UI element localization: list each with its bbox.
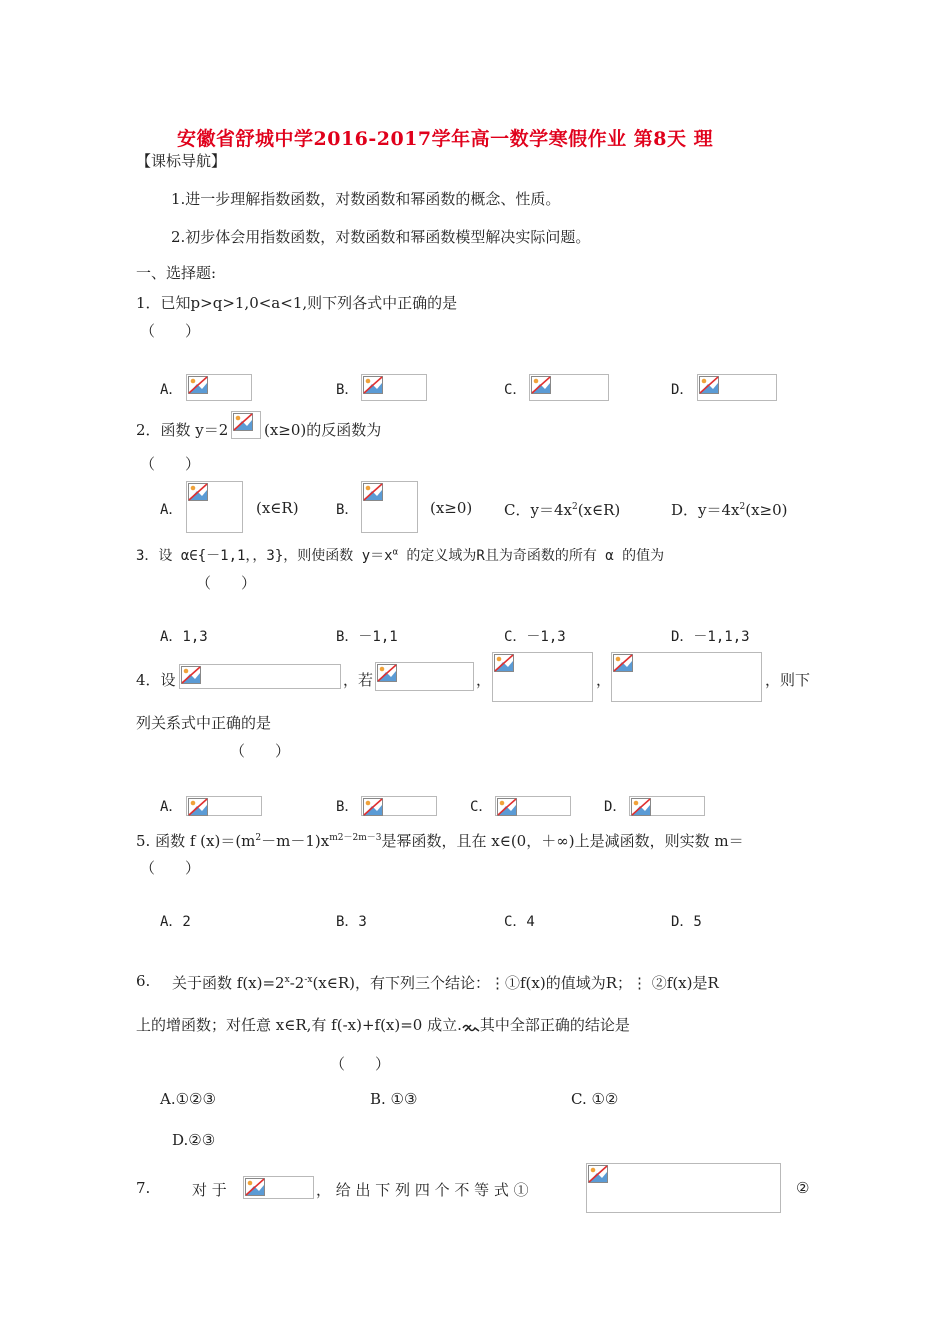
- q4-bracket: （ ）: [230, 742, 291, 760]
- q1-d-image: [697, 374, 777, 401]
- broken-image-icon: [588, 1165, 608, 1183]
- q1-a-image: [186, 374, 252, 401]
- q5-option-c: C．4: [504, 914, 535, 930]
- q4-stem-if: ，若: [343, 671, 374, 689]
- q5-option-a: A．2: [160, 914, 191, 930]
- broken-image-icon: [233, 413, 253, 431]
- q6-option-b: B. ①③: [370, 1090, 418, 1108]
- q4-stem-tail: ，则下: [765, 671, 811, 689]
- broken-image-icon: [245, 1178, 265, 1196]
- q5-option-d: D．5: [671, 914, 702, 930]
- broken-image-icon: [699, 376, 719, 394]
- broken-image-icon: [181, 666, 201, 684]
- broken-image-icon: [363, 483, 383, 501]
- q3-option-d: D．－1,1,3: [671, 629, 750, 645]
- broken-image-icon: [363, 376, 383, 394]
- q4-cond-2-image: [492, 652, 593, 702]
- q3-bracket: （ ）: [196, 574, 257, 592]
- broken-image-icon: [613, 654, 633, 672]
- q4-b-image: [361, 796, 437, 816]
- q4-option-c: C．: [470, 799, 493, 815]
- broken-image-icon: [188, 376, 208, 394]
- q6-stem: 关于函数 $f(x)=2^x-2^{-x}(x\in R)$，有下列三个结论：⋮①f(x)的值域为R；⋮ ②f(x)是R: [172, 974, 719, 992]
- q5-bracket: （ ）: [140, 859, 201, 877]
- q4-option-b: B．: [336, 799, 359, 815]
- broken-image-icon: [377, 664, 397, 682]
- q2-option-c: C．$y=4x^2(x\in R)$: [504, 501, 621, 519]
- broken-image-icon: [494, 654, 514, 672]
- q3-option-c: C．－1,3: [504, 629, 566, 645]
- nav-heading: 【课标导航】: [136, 152, 227, 170]
- q7-cond-image: [243, 1176, 314, 1199]
- q3-option-b: B．－1,1: [336, 629, 398, 645]
- broken-image-icon: [497, 798, 517, 816]
- q6-stem-line2: 上的增函数；对任意 x∈R,有 f(-x)+f(x)=0 成立. 其中全部正确的结论是: [136, 1016, 630, 1034]
- q2-a-condition: (x∈R): [256, 499, 299, 517]
- q4-comma-2: ，: [596, 671, 612, 689]
- section-heading: 一、选择题:: [136, 264, 217, 282]
- q4-c-image: [495, 796, 571, 816]
- q1-b-image: [361, 374, 427, 401]
- q6-option-c: C. ①②: [571, 1090, 619, 1108]
- q4-d-image: [629, 796, 705, 816]
- q2-a-image: [186, 481, 243, 533]
- q3-option-a: A．1,3: [160, 629, 208, 645]
- q1-option-a: A．: [160, 382, 183, 398]
- q7-ineq-1-image: [586, 1163, 781, 1213]
- q2-exponent-image: [231, 411, 261, 439]
- q4-a-image: [186, 796, 262, 816]
- scribble-icon: [462, 1020, 480, 1032]
- q4-option-a: A．: [160, 799, 183, 815]
- broken-image-icon: [363, 798, 383, 816]
- q2-option-b: B．: [336, 502, 359, 518]
- q1-option-d: D．: [671, 382, 694, 398]
- q4-comma-1: ，: [476, 671, 492, 689]
- q3-stem: 3．设 α∈{－1,1，，3}，则使函数 $y=x^\alpha$ 的定义域为R且为奇函数的所有 α 的值为: [136, 547, 665, 564]
- q2-bracket: （ ）: [140, 455, 201, 473]
- q7-stem-start: 对 于: [192, 1181, 227, 1199]
- q6-bracket: （ ）: [330, 1055, 391, 1073]
- q7-circled-2: ②: [796, 1179, 810, 1197]
- q1-option-b: B．: [336, 382, 359, 398]
- q4-cond-3-image: [611, 652, 762, 702]
- q2-stem-end: (x≥0)的反函数为: [264, 421, 382, 439]
- q1-stem: 1．已知p>q>1,0<a<1,则下列各式中正确的是: [136, 294, 458, 312]
- q6-option-a: A.①②③: [160, 1090, 216, 1108]
- q7-number: 7.: [136, 1179, 151, 1197]
- q4-option-d: D．: [604, 799, 627, 815]
- q4-stem-start: 4．设: [136, 671, 176, 689]
- q1-c-image: [529, 374, 609, 401]
- q5-stem: 5. 函数 f $(x)=(m^2-m-1)x^{m2-2m-3}$是幂函数，且在 x∈(0，＋∞)上是减函数，则实数 m＝: [136, 832, 744, 850]
- q4-stem-line2: 列关系式中正确的是: [136, 714, 272, 732]
- q1-bracket: （ ）: [140, 322, 201, 340]
- q1-option-c: C．: [504, 382, 527, 398]
- broken-image-icon: [631, 798, 651, 816]
- q2-b-image: [361, 481, 418, 533]
- q2-stem-start: 2．函数 y＝2: [136, 421, 229, 439]
- q2-option-a: A．: [160, 502, 183, 518]
- q2-b-condition: (x≥0): [430, 499, 473, 517]
- q4-cond-1-image: [375, 662, 474, 691]
- q4-def-image: [179, 664, 341, 689]
- broken-image-icon: [531, 376, 551, 394]
- q6-option-d: D.②③: [172, 1131, 216, 1149]
- goal-2: 2.初步体会用指数函数，对数函数和幂函数模型解决实际问题。: [171, 228, 591, 246]
- document-title: 安徽省舒城中学2016-2017学年高一数学寒假作业 第8天 理: [177, 128, 714, 150]
- goal-1: 1.进一步理解指数函数，对数函数和幂函数的概念、性质。: [171, 190, 561, 208]
- q7-stem-mid: ， 给 出 下 列 四 个 不 等 式 ①: [316, 1181, 529, 1199]
- broken-image-icon: [188, 798, 208, 816]
- q6-number: 6.: [136, 972, 151, 990]
- q5-option-b: B．3: [336, 914, 367, 930]
- broken-image-icon: [188, 483, 208, 501]
- q2-option-d: D．$y=4x^2(x\ge 0)$: [671, 501, 788, 519]
